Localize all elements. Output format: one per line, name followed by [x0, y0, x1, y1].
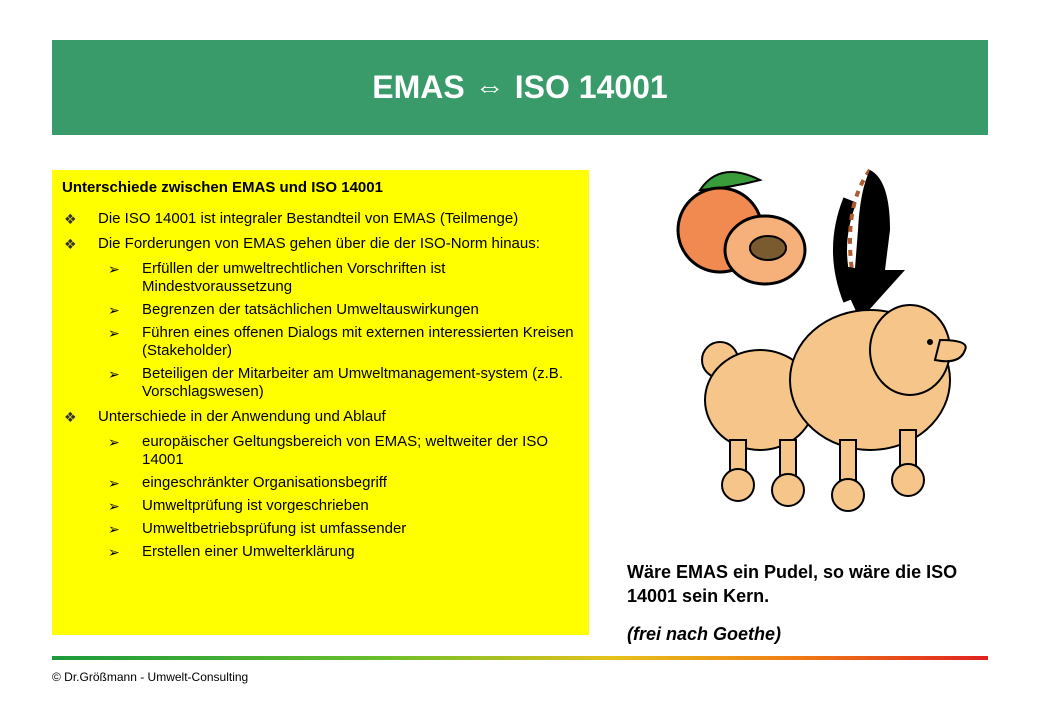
peach-icon	[678, 172, 805, 284]
sub-list-item	[62, 543, 582, 561]
footer-divider	[52, 656, 988, 660]
page-title	[372, 69, 667, 106]
sub-list-item	[62, 301, 582, 319]
sub-item-text: Führen eines offenen Dialogs mit externen interessierten Kreisen (Stakeholder)	[142, 324, 574, 359]
pointing-arrow-icon: ➢	[108, 434, 120, 450]
sub-list-item	[62, 365, 582, 401]
sub-item-text: europäischer Geltungsbereich von EMAS; weltweiter der ISO 14001	[142, 433, 549, 468]
sub-list-item	[62, 520, 582, 538]
caption-attribution: (frei nach Goethe)	[627, 624, 782, 644]
sub-item-text: Umweltbetriebsprüfung ist umfassender	[142, 520, 407, 537]
diamond-bullet-icon: ❖	[64, 236, 77, 252]
pointing-arrow-icon: ➢	[108, 366, 120, 382]
differences-box	[52, 170, 589, 635]
pointing-arrow-icon: ➢	[108, 544, 120, 560]
list-item	[62, 210, 582, 228]
pointing-arrow-icon: ➢	[108, 302, 120, 318]
sub-item-text: Begrenzen der tatsächlichen Umweltauswirkungen	[142, 301, 479, 318]
diamond-bullet-icon: ❖	[64, 409, 77, 425]
sub-list-item	[62, 260, 582, 296]
pointing-arrow-icon: ➢	[108, 475, 120, 491]
list-item-text: Unterschiede in der Anwendung und Ablauf	[98, 408, 386, 425]
sub-item-text: Erstellen einer Umwelterklärung	[142, 543, 355, 560]
sub-list-item	[62, 324, 582, 360]
differences-list	[62, 210, 582, 568]
sub-list-item	[62, 474, 582, 492]
sub-item-text: Erfüllen der umweltrechtlichen Vorschriften ist Mindestvoraussetzung	[142, 260, 446, 295]
sub-item-text: Umweltprüfung ist vorgeschrieben	[142, 497, 369, 514]
box-heading: Unterschiede zwischen EMAS und ISO 14001	[62, 179, 383, 196]
footer-copyright: © Dr.Größmann - Umwelt-Consulting	[52, 670, 249, 684]
double-arrow-icon: ⇔	[474, 70, 505, 104]
sub-item-text: Beteiligen der Mitarbeiter am Umweltmanagement-system (z.B. Vorschlagswesen)	[142, 365, 563, 400]
list-item	[62, 235, 582, 401]
sub-list-item	[62, 433, 582, 469]
poodle-peach-illustration	[660, 150, 980, 530]
title-bar	[52, 40, 988, 135]
poodle-icon	[702, 305, 966, 511]
caption: Wäre EMAS ein Pudel, so wäre die ISO 14001 sein Kern.	[627, 562, 958, 606]
sub-list	[98, 433, 582, 561]
list-item	[62, 408, 582, 561]
pointing-arrow-icon: ➢	[108, 325, 120, 341]
sub-list	[98, 260, 582, 401]
curved-arrow-icon	[835, 170, 905, 320]
diamond-bullet-icon: ❖	[64, 211, 77, 227]
pointing-arrow-icon: ➢	[108, 521, 120, 537]
pointing-arrow-icon: ➢	[108, 261, 120, 277]
title-left: EMAS	[372, 69, 465, 105]
sub-list-item	[62, 497, 582, 515]
pointing-arrow-icon: ➢	[108, 498, 120, 514]
title-right: ISO 14001	[514, 69, 668, 105]
list-item-text: Die Forderungen von EMAS gehen über die der ISO-Norm hinaus:	[98, 235, 540, 252]
list-item-text: Die ISO 14001 ist integraler Bestandteil von EMAS (Teilmenge)	[98, 210, 519, 227]
sub-item-text: eingeschränkter Organisationsbegriff	[142, 474, 387, 491]
